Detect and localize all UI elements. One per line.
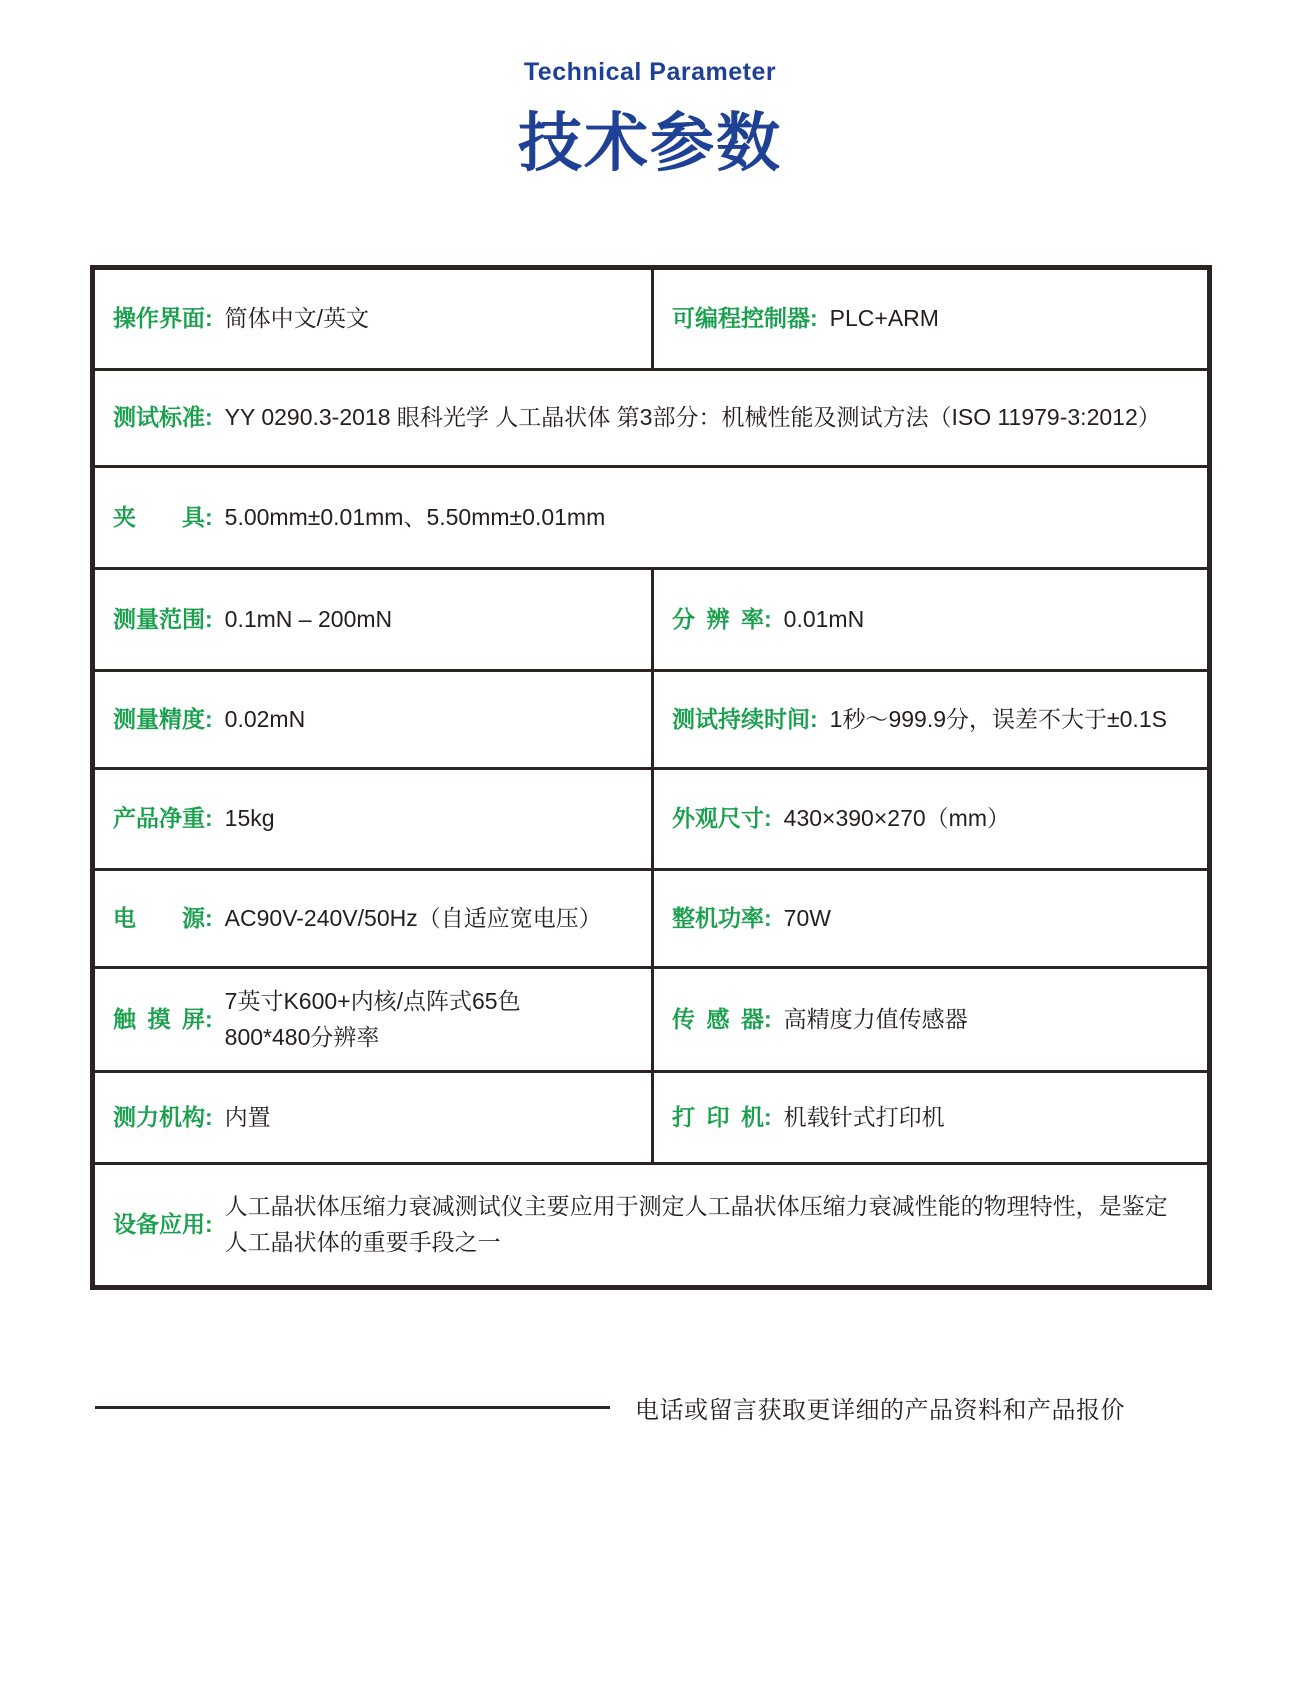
spec-value: 1秒～999.9分，误差不大于±0.1S — [829, 705, 1167, 732]
footer-note: 电话或留言获取更详细的产品资料和产品报价 — [635, 1397, 1125, 1424]
spec-cell — [95, 871, 651, 966]
spec-cell — [651, 770, 1207, 868]
spec-value: 0.01mN — [783, 605, 865, 632]
spec-label: 产品净重: — [113, 805, 213, 832]
table-row — [95, 1165, 1207, 1285]
spec-cell — [651, 270, 1207, 368]
spec-value: 简体中文/英文 — [224, 305, 370, 332]
spec-value-line: 800*480分辨率 — [224, 1023, 380, 1050]
spec-label: 外观尺寸: — [672, 805, 772, 832]
spec-cell — [95, 371, 1207, 465]
subtitle-en: Technical Parameter — [523, 58, 777, 86]
spec-value: AC90V-240V/50Hz（自适应宽电压） — [224, 904, 602, 931]
footer-rule — [95, 1406, 610, 1409]
spec-value: 15kg — [224, 805, 275, 832]
spec-label: 操作界面: — [113, 305, 213, 332]
spec-label: 传 感 器: — [672, 1005, 772, 1032]
spec-label: 夹 具: — [113, 503, 213, 530]
spec-cell — [651, 871, 1207, 966]
spec-cell — [95, 969, 651, 1070]
table-row — [95, 770, 1207, 871]
page-title: 技术参数 — [518, 107, 782, 179]
spec-value: YY 0290.3-2018 眼科光学 人工晶状体 第3部分：机械性能及测试方法（ISO 11979-3:2012） — [224, 404, 1161, 431]
spec-value: 高精度力值传感器 — [783, 1005, 968, 1032]
spec-cell — [95, 770, 651, 868]
spec-cell — [95, 1165, 1207, 1285]
spec-value: 70W — [783, 904, 831, 931]
spec-label: 打 印 机: — [672, 1103, 772, 1130]
spec-label: 测力机构: — [113, 1103, 213, 1130]
spec-label: 测量范围: — [113, 605, 213, 632]
table-row — [95, 969, 1207, 1073]
spec-cell — [95, 468, 1207, 567]
spec-value — [225, 984, 521, 1055]
spec-cell — [651, 969, 1207, 1070]
spec-value: 内置 — [224, 1103, 271, 1130]
spec-table — [90, 265, 1212, 1290]
spec-label: 电 源: — [113, 904, 213, 931]
spec-cell — [95, 570, 651, 669]
spec-cell — [95, 1073, 651, 1162]
spec-value-line: 7英寸K600+内核/点阵式65色 — [224, 987, 521, 1014]
spec-value: 0.02mN — [224, 705, 306, 732]
spec-label: 测试标准: — [113, 404, 213, 431]
spec-label: 触 摸 屏: — [113, 1005, 213, 1032]
table-row — [95, 371, 1207, 468]
spec-cell — [651, 1073, 1207, 1162]
spec-cell — [95, 672, 651, 767]
spec-label: 可编程控制器: — [672, 305, 818, 332]
spec-value: 人工晶状体压缩力衰减测试仪主要应用于测定人工晶状体压缩力衰减性能的物理特性，是鉴定人工晶状体的重要手段之一 — [224, 1193, 1168, 1255]
table-row — [95, 1073, 1207, 1165]
table-row — [95, 468, 1207, 570]
spec-label: 分 辨 率: — [672, 605, 772, 632]
footer — [95, 1390, 1125, 1425]
spec-label: 测量精度: — [113, 705, 213, 732]
spec-value: 机载针式打印机 — [783, 1103, 945, 1130]
spec-cell — [651, 672, 1207, 767]
table-row — [95, 672, 1207, 770]
spec-value: 5.00mm±0.01mm、5.50mm±0.01mm — [224, 503, 606, 530]
table-row — [95, 871, 1207, 969]
spec-label: 整机功率: — [672, 904, 772, 931]
spec-value: PLC+ARM — [829, 305, 939, 332]
table-row — [95, 270, 1207, 371]
spec-value: 0.1mN – 200mN — [224, 605, 393, 632]
table-row — [95, 570, 1207, 672]
spec-value: 430×390×270（mm） — [783, 805, 1010, 832]
spec-label: 测试持续时间: — [672, 705, 818, 732]
spec-label: 设备应用: — [113, 1211, 213, 1238]
spec-cell — [651, 570, 1207, 669]
spec-cell — [95, 270, 651, 368]
